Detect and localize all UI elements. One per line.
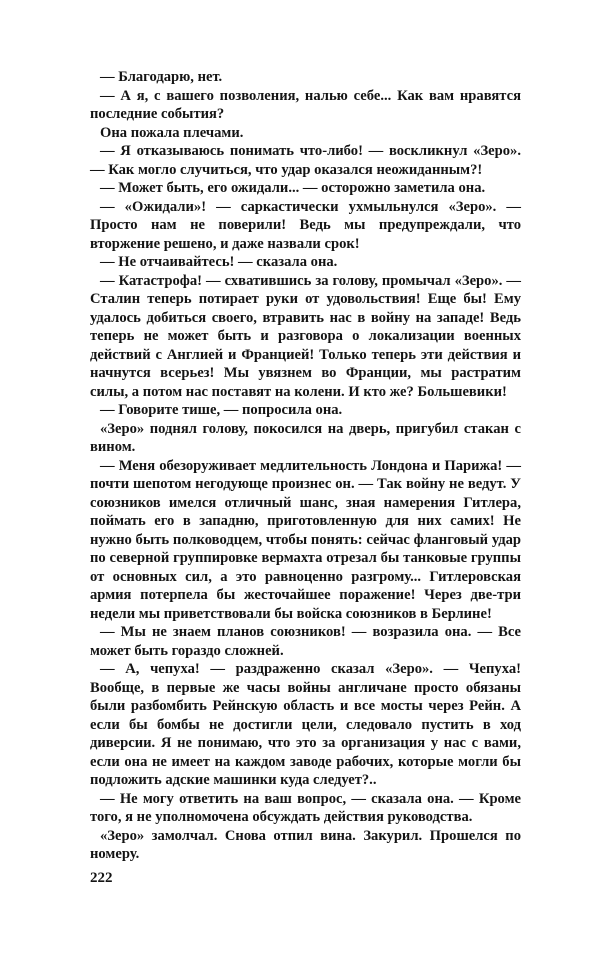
- paragraph: — Я отказываюсь понимать что-либо! — воскликнул «Зеро». — Как могло случиться, что удар оказался неожиданным?!: [90, 143, 521, 178]
- paragraph: «Зеро» поднял голову, покосился на дверь, пригубил стакан с вином.: [90, 420, 521, 455]
- paragraph: — А, чепуха! — раздраженно сказал «Зеро». — Чепуха! Вообще, в первые же часы войны англичане просто обязаны были разбомбить Рейнскую область и все мосты через Рейн. А если бы бомбы не достигли цели, следовало пустить в ход диверсии. Я не понимаю, что это за организация у нас с вами, если она не имеет на каждом заводе рабочих, которые могли бы подложить адские машинки куда следует?..: [90, 661, 521, 788]
- paragraph: — «Ожидали»! — саркастически ухмыльнулся «Зеро». — Просто нам не поверили! Ведь мы предупреждали, что вторжение решено, и даже назвали срок!: [90, 198, 521, 252]
- paragraph: — Катастрофа! — схватившись за голову, промычал «Зеро». — Сталин теперь потирает руки от удовольствия! Еще бы! Ему удалось добиться своего, втравить нас в войну на западе! Ведь теперь не может быть и разговора о локализации военных действий с Англией и Францией! Только теперь эти действия и начнутся всерьез! Мы увязнем во Франции, мы растратим силы, а потом нас поставят на колени. И кто же? Большевики!: [90, 272, 521, 400]
- paragraph: — А я, с вашего позволения, налью себе... Как вам нравятся последние события?: [90, 87, 521, 122]
- paragraph: — Не могу ответить на ваш вопрос, — сказала она. — Кроме того, я не уполномочена обсуждать действия руководства.: [90, 790, 521, 825]
- paragraph: — Не отчаивайтесь! — сказала она.: [100, 254, 338, 270]
- paragraph: — Мы не знаем планов союзников! — возразила она. — Все может быть гораздо сложней.: [90, 624, 521, 659]
- paragraph: — Говорите тише, — попросила она.: [100, 402, 343, 418]
- paragraph: — Меня обезоруживает медлительность Лондона и Парижа! — почти шепотом негодующе произнес он. — Так войну не ведут. У союзников имелся отличный шанс, зная намерения Гитлера, поймать его в западню, приготовленную для них самих! Не нужно быть полководцем, чтобы понять: сейчас фланговый удар по северной группировке вермахта отрезал бы танковые группы от основных сил, а это равноценно разгрому... Гитлеровская армия потерпела бы жесточайшее поражение! Через две-три недели мы приветствовали бы войска союзников в Берлине!: [90, 457, 521, 622]
- paragraph: «Зеро» замолчал. Снова отпил вина. Закурил. Прошелся по номеру.: [90, 827, 521, 862]
- page-text: [90, 68, 521, 864]
- paragraph: — Благодарю, нет.: [100, 69, 223, 85]
- paragraph: Она пожала плечами.: [100, 124, 244, 141]
- paragraph: — Может быть, его ожидали... — осторожно заметила она.: [100, 180, 486, 196]
- page-number: 222: [90, 870, 113, 886]
